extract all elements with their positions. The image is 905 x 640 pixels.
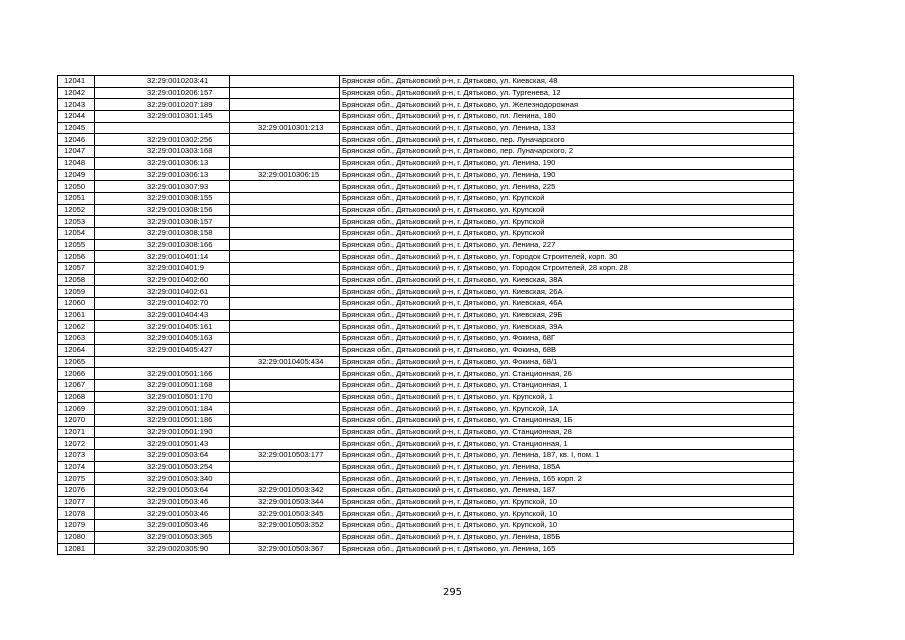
related-cadastral-number-cell (230, 251, 340, 263)
address-cell: Брянская обл., Дятьковский р-н, г. Дятьково, ул. Киевская, 38А (340, 274, 794, 286)
row-number-cell: 12049 (58, 169, 95, 181)
table-row (58, 438, 794, 450)
related-cadastral-number-cell (230, 239, 340, 251)
related-cadastral-number-cell (230, 87, 340, 99)
related-cadastral-number-cell (230, 473, 340, 485)
address-cell: Брянская обл., Дятьковский р-н, г. Дятьково, ул. Городок Строителей, корп. 30 (340, 251, 794, 263)
address-cell: Брянская обл., Дятьковский р-н, г. Дятьково, ул. Крупской (340, 204, 794, 216)
address-cell: Брянская обл., Дятьковский р-н, г. Дятьково, ул. Ленина, 187 (340, 485, 794, 497)
table-row (58, 122, 794, 134)
cadastral-number-cell: 32:29:0010503:340 (95, 473, 230, 485)
address-cell: Брянская обл., Дятьковский р-н, г. Дятьково, ул. Киевская, 48 (340, 76, 794, 88)
address-cell: Брянская обл., Дятьковский р-н, г. Дятьково, ул. Станционная, 28 (340, 426, 794, 438)
cadastral-number-cell: 32:29:0010301:145 (95, 111, 230, 123)
related-cadastral-number-cell (230, 227, 340, 239)
row-number-cell: 12056 (58, 251, 95, 263)
related-cadastral-number-cell (230, 298, 340, 310)
row-number-cell: 12053 (58, 216, 95, 228)
cadastral-number-cell: 32:29:0010308:156 (95, 204, 230, 216)
related-cadastral-number-cell (230, 344, 340, 356)
table-row (58, 298, 794, 310)
cadastral-number-cell: 32:29:0010308:155 (95, 192, 230, 204)
address-cell: Брянская обл., Дятьковский р-н, г. Дятьково, пер. Луначарского (340, 134, 794, 146)
address-cell: Брянская обл., Дятьковский р-н, г. Дятьково, ул. Станционная, 1Б (340, 414, 794, 426)
related-cadastral-number-cell (230, 216, 340, 228)
table-row (58, 461, 794, 473)
address-cell: Брянская обл., Дятьковский р-н, г. Дятьково, ул. Киевская, 26А (340, 286, 794, 298)
row-number-cell: 12081 (58, 543, 95, 555)
address-cell: Брянская обл., Дятьковский р-н, г. Дятьково, ул. Крупской, 1 (340, 391, 794, 403)
address-cell: Брянская обл., Дятьковский р-н, г. Дятьково, ул. Ленина, 185А (340, 461, 794, 473)
row-number-cell: 12043 (58, 99, 95, 111)
table-row (58, 496, 794, 508)
table-row (58, 508, 794, 520)
table-row (58, 543, 794, 555)
table-row (58, 391, 794, 403)
row-number-cell: 12079 (58, 520, 95, 532)
table-row (58, 520, 794, 532)
address-cell: Брянская обл., Дятьковский р-н, г. Дятьково, ул. Крупской (340, 192, 794, 204)
cadastral-number-cell: 32:29:0010302:256 (95, 134, 230, 146)
table-row (58, 473, 794, 485)
table-row (58, 263, 794, 275)
related-cadastral-number-cell (230, 274, 340, 286)
cadastral-number-cell: 32:29:0010501:186 (95, 414, 230, 426)
address-cell: Брянская обл., Дятьковский р-н, г. Дятьково, ул. Ленина, 225 (340, 181, 794, 193)
cadastral-number-cell: 32:29:0010501:190 (95, 426, 230, 438)
cadastral-number-cell: 32:29:0010401:9 (95, 263, 230, 275)
address-cell: Брянская обл., Дятьковский р-н, г. Дятьково, ул. Ленина, 165 корп. 2 (340, 473, 794, 485)
address-cell: Брянская обл., Дятьковский р-н, г. Дятьково, ул. Крупской (340, 216, 794, 228)
address-cell: Брянская обл., Дятьковский р-н, г. Дятьково, ул. Ленина, 165 (340, 543, 794, 555)
cadastral-number-cell: 32:29:0010308:157 (95, 216, 230, 228)
table-row (58, 111, 794, 123)
related-cadastral-number-cell (230, 263, 340, 275)
cadastral-number-cell: 32:29:0010503:365 (95, 531, 230, 543)
row-number-cell: 12077 (58, 496, 95, 508)
table-row (58, 76, 794, 88)
cadastral-number-cell: 32:29:0010307:93 (95, 181, 230, 193)
table-row (58, 169, 794, 181)
row-number-cell: 12045 (58, 122, 95, 134)
row-number-cell: 12072 (58, 438, 95, 450)
row-number-cell: 12063 (58, 333, 95, 345)
table-row (58, 426, 794, 438)
cadastral-number-cell: 32:29:0010501:166 (95, 368, 230, 380)
cadastral-number-cell: 32:29:0010402:70 (95, 298, 230, 310)
cadastral-number-cell: 32:29:0010207:189 (95, 99, 230, 111)
cadastral-number-cell (95, 356, 230, 368)
cadastral-number-cell: 32:29:0010404:43 (95, 309, 230, 321)
address-cell: Брянская обл., Дятьковский р-н, г. Дятьково, ул. Ленина, 227 (340, 239, 794, 251)
table-row (58, 157, 794, 169)
row-number-cell: 12064 (58, 344, 95, 356)
related-cadastral-number-cell (230, 426, 340, 438)
row-number-cell: 12057 (58, 263, 95, 275)
registry-table (57, 75, 794, 555)
table-row (58, 192, 794, 204)
table-row (58, 333, 794, 345)
cadastral-number-cell: 32:29:0010501:170 (95, 391, 230, 403)
related-cadastral-number-cell: 32:29:0010503:352 (230, 520, 340, 532)
related-cadastral-number-cell (230, 379, 340, 391)
related-cadastral-number-cell (230, 181, 340, 193)
related-cadastral-number-cell (230, 192, 340, 204)
row-number-cell: 12058 (58, 274, 95, 286)
related-cadastral-number-cell (230, 391, 340, 403)
row-number-cell: 12060 (58, 298, 95, 310)
related-cadastral-number-cell (230, 414, 340, 426)
cadastral-number-cell: 32:29:0010503:46 (95, 496, 230, 508)
address-cell: Брянская обл., Дятьковский р-н, г. Дятьково, ул. Крупской, 10 (340, 508, 794, 520)
row-number-cell: 12061 (58, 309, 95, 321)
address-cell: Брянская обл., Дятьковский р-н, г. Дятьково, ул. Ленина, 187, кв. I, пом. 1 (340, 450, 794, 462)
related-cadastral-number-cell (230, 531, 340, 543)
table-row (58, 216, 794, 228)
row-number-cell: 12078 (58, 508, 95, 520)
row-number-cell: 12067 (58, 379, 95, 391)
table-row (58, 344, 794, 356)
row-number-cell: 12046 (58, 134, 95, 146)
cadastral-number-cell: 32:29:0010303:168 (95, 146, 230, 158)
table-row (58, 321, 794, 333)
cadastral-number-cell: 32:29:0010405:163 (95, 333, 230, 345)
address-cell: Брянская обл., Дятьковский р-н, г. Дятьково, ул. Киевская, 46А (340, 298, 794, 310)
related-cadastral-number-cell (230, 146, 340, 158)
address-cell: Брянская обл., Дятьковский р-н, г. Дятьково, ул. Станционная, 26 (340, 368, 794, 380)
related-cadastral-number-cell (230, 111, 340, 123)
address-cell: Брянская обл., Дятьковский р-н, г. Дятьково, ул. Крупской (340, 227, 794, 239)
row-number-cell: 12042 (58, 87, 95, 99)
address-cell: Брянская обл., Дятьковский р-н, г. Дятьково, ул. Ленина, 185Б (340, 531, 794, 543)
cadastral-number-cell: 32:29:0010402:60 (95, 274, 230, 286)
row-number-cell: 12065 (58, 356, 95, 368)
table-row (58, 134, 794, 146)
row-number-cell: 12048 (58, 157, 95, 169)
row-number-cell: 12041 (58, 76, 95, 88)
cadastral-number-cell: 32:29:0010405:427 (95, 344, 230, 356)
table-row (58, 414, 794, 426)
cadastral-number-cell: 32:29:0010503:64 (95, 485, 230, 497)
row-number-cell: 12075 (58, 473, 95, 485)
row-number-cell: 12051 (58, 192, 95, 204)
address-cell: Брянская обл., Дятьковский р-н, г. Дятьково, ул. Киевская, 39А (340, 321, 794, 333)
related-cadastral-number-cell: 32:29:0010503:344 (230, 496, 340, 508)
cadastral-number-cell: 32:29:0010405:161 (95, 321, 230, 333)
address-cell: Брянская обл., Дятьковский р-н, г. Дятьково, ул. Станционная, 1 (340, 438, 794, 450)
related-cadastral-number-cell (230, 461, 340, 473)
address-cell: Брянская обл., Дятьковский р-н, г. Дятьково, ул. Крупской, 10 (340, 520, 794, 532)
related-cadastral-number-cell: 32:29:0010405:434 (230, 356, 340, 368)
cadastral-number-cell: 32:29:0010401:14 (95, 251, 230, 263)
table-row (58, 485, 794, 497)
table-row (58, 450, 794, 462)
row-number-cell: 12052 (58, 204, 95, 216)
address-cell: Брянская обл., Дятьковский р-н, г. Дятьково, ул. Киевская, 29Б (340, 309, 794, 321)
cadastral-number-cell: 32:29:0010503:46 (95, 520, 230, 532)
cadastral-number-cell: 32:29:0010503:254 (95, 461, 230, 473)
row-number-cell: 12068 (58, 391, 95, 403)
address-cell: Брянская обл., Дятьковский р-н, г. Дятьково, ул. Ленина, 190 (340, 157, 794, 169)
row-number-cell: 12055 (58, 239, 95, 251)
page-number: 295 (442, 587, 463, 598)
related-cadastral-number-cell: 32:29:0010301:213 (230, 122, 340, 134)
table-row (58, 356, 794, 368)
address-cell: Брянская обл., Дятьковский р-н, г. Дятьково, ул. Фокина, 68Г (340, 333, 794, 345)
row-number-cell: 12062 (58, 321, 95, 333)
related-cadastral-number-cell: 32:29:0010306:15 (230, 169, 340, 181)
cadastral-number-cell: 32:29:0010503:46 (95, 508, 230, 520)
table-row (58, 239, 794, 251)
related-cadastral-number-cell (230, 333, 340, 345)
table-row (58, 99, 794, 111)
address-cell: Брянская обл., Дятьковский р-н, г. Дятьково, ул. Тургенева, 12 (340, 87, 794, 99)
related-cadastral-number-cell (230, 99, 340, 111)
row-number-cell: 12074 (58, 461, 95, 473)
cadastral-number-cell: 32:29:0010501:43 (95, 438, 230, 450)
cadastral-number-cell: 32:29:0010402:61 (95, 286, 230, 298)
table-row (58, 403, 794, 415)
address-cell: Брянская обл., Дятьковский р-н, г. Дятьково, ул. Ленина, 190 (340, 169, 794, 181)
related-cadastral-number-cell (230, 403, 340, 415)
address-cell: Брянская обл., Дятьковский р-н, г. Дятьково, ул. Крупской, 10 (340, 496, 794, 508)
table-row (58, 251, 794, 263)
row-number-cell: 12076 (58, 485, 95, 497)
row-number-cell: 12069 (58, 403, 95, 415)
cadastral-number-cell: 32:29:0010203:41 (95, 76, 230, 88)
cadastral-number-cell: 32:29:0010308:166 (95, 239, 230, 251)
related-cadastral-number-cell: 32:29:0010503:177 (230, 450, 340, 462)
related-cadastral-number-cell (230, 321, 340, 333)
table-row (58, 227, 794, 239)
cadastral-number-cell: 32:29:0010306:13 (95, 169, 230, 181)
table-row (58, 379, 794, 391)
row-number-cell: 12044 (58, 111, 95, 123)
table-row (58, 181, 794, 193)
row-number-cell: 12070 (58, 414, 95, 426)
cadastral-number-cell: 32:29:0010503:64 (95, 450, 230, 462)
table-row (58, 87, 794, 99)
cadastral-number-cell: 32:29:0010308:158 (95, 227, 230, 239)
table-row (58, 286, 794, 298)
related-cadastral-number-cell (230, 309, 340, 321)
address-cell: Брянская обл., Дятьковский р-н, г. Дятьково, пер. Луначарского, 2 (340, 146, 794, 158)
related-cadastral-number-cell (230, 134, 340, 146)
cadastral-number-cell (95, 122, 230, 134)
row-number-cell: 12080 (58, 531, 95, 543)
cadastral-number-cell: 32:29:0020305:90 (95, 543, 230, 555)
row-number-cell: 12047 (58, 146, 95, 158)
related-cadastral-number-cell: 32:29:0010503:342 (230, 485, 340, 497)
row-number-cell: 12073 (58, 450, 95, 462)
related-cadastral-number-cell (230, 438, 340, 450)
related-cadastral-number-cell (230, 76, 340, 88)
table-row (58, 309, 794, 321)
address-cell: Брянская обл., Дятьковский р-н, г. Дятьково, ул. Фокина, 68/1 (340, 356, 794, 368)
related-cadastral-number-cell (230, 286, 340, 298)
address-cell: Брянская обл., Дятьковский р-н, г. Дятьково, ул. Крупской, 1А (340, 403, 794, 415)
row-number-cell: 12066 (58, 368, 95, 380)
table-row (58, 531, 794, 543)
row-number-cell: 12050 (58, 181, 95, 193)
related-cadastral-number-cell (230, 157, 340, 169)
row-number-cell: 12054 (58, 227, 95, 239)
address-cell: Брянская обл., Дятьковский р-н, г. Дятьково, ул. Железнодорожная (340, 99, 794, 111)
related-cadastral-number-cell: 32:29:0010503:367 (230, 543, 340, 555)
table-row (58, 204, 794, 216)
registry-table-body (58, 76, 794, 555)
address-cell: Брянская обл., Дятьковский р-н, г. Дятьково, ул. Станционная, 1 (340, 379, 794, 391)
address-cell: Брянская обл., Дятьковский р-н, г. Дятьково, ул. Городок Строителей, 28 корп. 28 (340, 263, 794, 275)
row-number-cell: 12059 (58, 286, 95, 298)
table-row (58, 274, 794, 286)
row-number-cell: 12071 (58, 426, 95, 438)
related-cadastral-number-cell (230, 368, 340, 380)
cadastral-number-cell: 32:29:0010501:168 (95, 379, 230, 391)
related-cadastral-number-cell: 32:29:0010503:345 (230, 508, 340, 520)
related-cadastral-number-cell (230, 204, 340, 216)
cadastral-number-cell: 32:29:0010501:184 (95, 403, 230, 415)
address-cell: Брянская обл., Дятьковский р-н, г. Дятьково, ул. Ленина, 133 (340, 122, 794, 134)
cadastral-number-cell: 32:29:0010206:157 (95, 87, 230, 99)
address-cell: Брянская обл., Дятьковский р-н, г. Дятьково, ул. Фокина, 68В (340, 344, 794, 356)
table-row (58, 146, 794, 158)
address-cell: Брянская обл., Дятьковский р-н, г. Дятьково, пл. Ленина, 180 (340, 111, 794, 123)
cadastral-number-cell: 32:29:0010306:13 (95, 157, 230, 169)
table-row (58, 368, 794, 380)
